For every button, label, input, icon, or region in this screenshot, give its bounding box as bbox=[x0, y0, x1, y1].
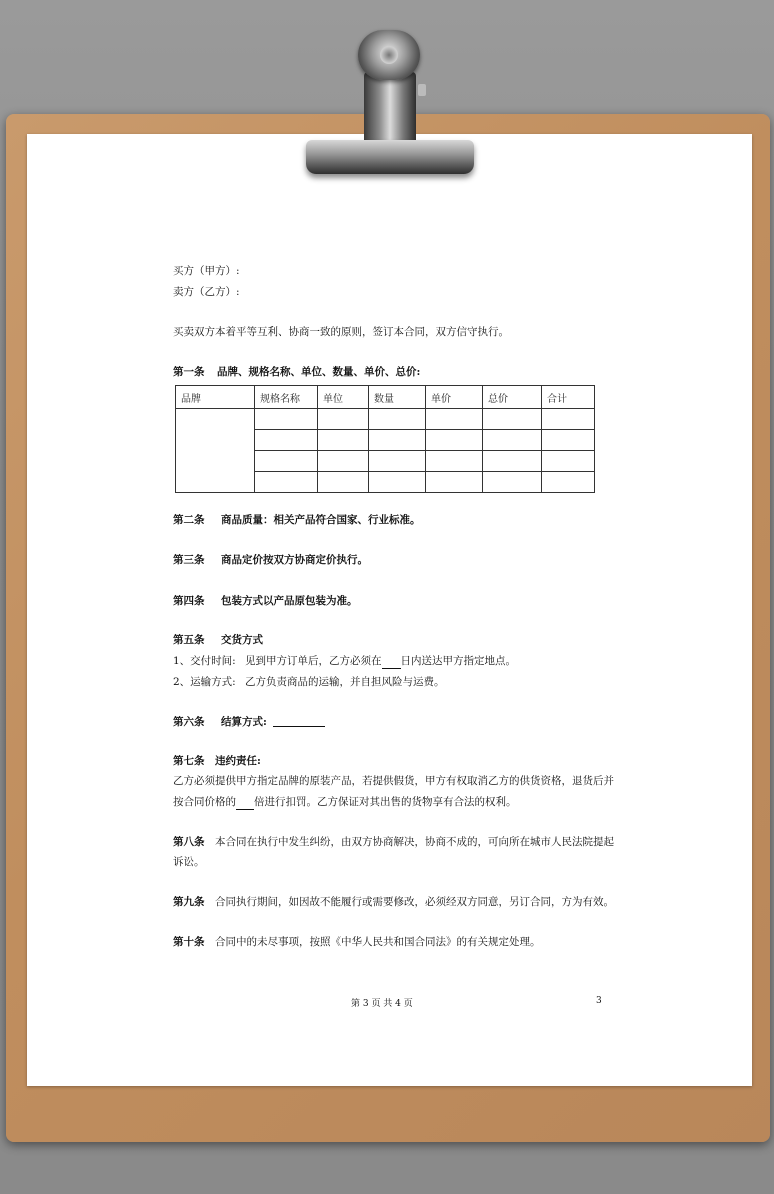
penalty-multiple-blank[interactable] bbox=[236, 795, 254, 810]
buyer-label: 买方（甲方）: bbox=[173, 265, 240, 277]
table-cell[interactable] bbox=[483, 430, 542, 451]
table-cell-brand[interactable] bbox=[176, 409, 255, 493]
page-number: 3 bbox=[596, 996, 602, 1006]
seller-label: 卖方（乙方）: bbox=[173, 286, 240, 298]
table-cell[interactable] bbox=[369, 409, 426, 430]
table-header-row bbox=[176, 386, 595, 409]
table-cell[interactable] bbox=[369, 430, 426, 451]
table-cell[interactable] bbox=[255, 430, 318, 451]
article1-label: 第一条 bbox=[173, 366, 205, 378]
table-header-cell: 品牌 bbox=[176, 386, 255, 409]
delivery-time-before: 见到甲方订单后，乙方必须在 bbox=[245, 655, 382, 667]
article6-text: 结算方式: bbox=[221, 716, 267, 728]
table-cell[interactable] bbox=[369, 451, 426, 472]
table-cell[interactable] bbox=[426, 451, 483, 472]
article2-label: 第二条 bbox=[173, 514, 205, 526]
article3-label: 第三条 bbox=[173, 554, 205, 566]
article5-label: 第五条 bbox=[173, 634, 205, 646]
table-cell[interactable] bbox=[542, 409, 595, 430]
table-header-cell: 合计 bbox=[542, 386, 595, 409]
product-spec-table bbox=[175, 385, 595, 493]
clip-hinge bbox=[418, 84, 426, 96]
delivery-time-label: 1、交付时间: bbox=[173, 655, 236, 667]
transport-label: 2、运输方式: bbox=[173, 676, 236, 688]
table-cell[interactable] bbox=[483, 409, 542, 430]
table-header-cell: 单价 bbox=[426, 386, 483, 409]
preamble: 买卖双方本着平等互利、协商一致的原则，签订本合同，双方信守执行。 bbox=[173, 326, 509, 338]
article10-text: 合同中的未尽事项，按照《中华人民共和国合同法》的有关规定处理。 bbox=[215, 936, 541, 948]
table-cell[interactable] bbox=[426, 472, 483, 493]
table-header-cell: 总价 bbox=[483, 386, 542, 409]
binder-clip-plate bbox=[306, 140, 474, 174]
table-cell[interactable] bbox=[542, 451, 595, 472]
article2-text: 商品质量：相关产品符合国家、行业标准。 bbox=[221, 514, 421, 526]
table-row bbox=[176, 409, 595, 430]
delivery-days-blank[interactable] bbox=[382, 654, 401, 669]
clip-hole bbox=[380, 46, 398, 64]
table-header-cell: 数量 bbox=[369, 386, 426, 409]
table-cell[interactable] bbox=[542, 430, 595, 451]
article8-label: 第八条 bbox=[173, 836, 205, 848]
table-cell[interactable] bbox=[483, 451, 542, 472]
article4-text: 包装方式以产品原包装为准。 bbox=[221, 595, 358, 607]
table-cell[interactable] bbox=[255, 451, 318, 472]
table-cell[interactable] bbox=[426, 430, 483, 451]
table-cell[interactable] bbox=[318, 472, 369, 493]
article7-line2 bbox=[173, 795, 517, 810]
article7-label: 第七条 bbox=[173, 755, 205, 767]
table-cell[interactable] bbox=[426, 409, 483, 430]
article9-label: 第九条 bbox=[173, 896, 205, 908]
delivery-time-text bbox=[245, 654, 516, 669]
article7-line2-before: 按合同价格的 bbox=[173, 796, 236, 808]
article10-label: 第十条 bbox=[173, 936, 205, 948]
article4-label: 第四条 bbox=[173, 595, 205, 607]
table-cell[interactable] bbox=[318, 451, 369, 472]
article8-line1: 本合同在执行中发生纠纷，由双方协商解决，协商不成的，可向所在城市人民法院提起 bbox=[215, 836, 614, 848]
table-cell[interactable] bbox=[318, 430, 369, 451]
table-cell[interactable] bbox=[483, 472, 542, 493]
transport-text: 乙方负责商品的运输，并自担风险与运费。 bbox=[245, 676, 445, 688]
article5-text: 交货方式 bbox=[221, 634, 263, 646]
article9-text: 合同执行期间，如因故不能履行或需要修改，必须经双方同意，另订合同，方为有效。 bbox=[215, 896, 614, 908]
clip-neck bbox=[364, 72, 416, 142]
article8-line2: 诉讼。 bbox=[173, 856, 205, 868]
article7-line2-after: 倍进行扣罚。乙方保证对其出售的货物享有合法的权利。 bbox=[254, 796, 517, 808]
delivery-time-after: 日内送达甲方指定地点。 bbox=[400, 655, 516, 667]
article6-label: 第六条 bbox=[173, 716, 205, 728]
article7-line1: 乙方必须提供甲方指定品牌的原装产品，若提供假货，甲方有权取消乙方的供货资格，退货后并 bbox=[173, 775, 614, 787]
table-cell[interactable] bbox=[255, 409, 318, 430]
binder-clip-ring bbox=[358, 30, 420, 80]
table-cell[interactable] bbox=[369, 472, 426, 493]
table-cell[interactable] bbox=[255, 472, 318, 493]
table-cell[interactable] bbox=[542, 472, 595, 493]
article3-text: 商品定价按双方协商定价执行。 bbox=[221, 554, 368, 566]
table-header-cell: 规格名称 bbox=[255, 386, 318, 409]
settlement-blank[interactable] bbox=[273, 726, 325, 727]
table-header-cell: 单位 bbox=[318, 386, 369, 409]
table-cell[interactable] bbox=[318, 409, 369, 430]
article1-text: 品牌、规格名称、单位、数量、单价、总价: bbox=[217, 366, 421, 378]
article7-text: 违约责任: bbox=[215, 755, 261, 767]
page-of-indicator: 第 3 页 共 4 页 bbox=[351, 999, 413, 1009]
